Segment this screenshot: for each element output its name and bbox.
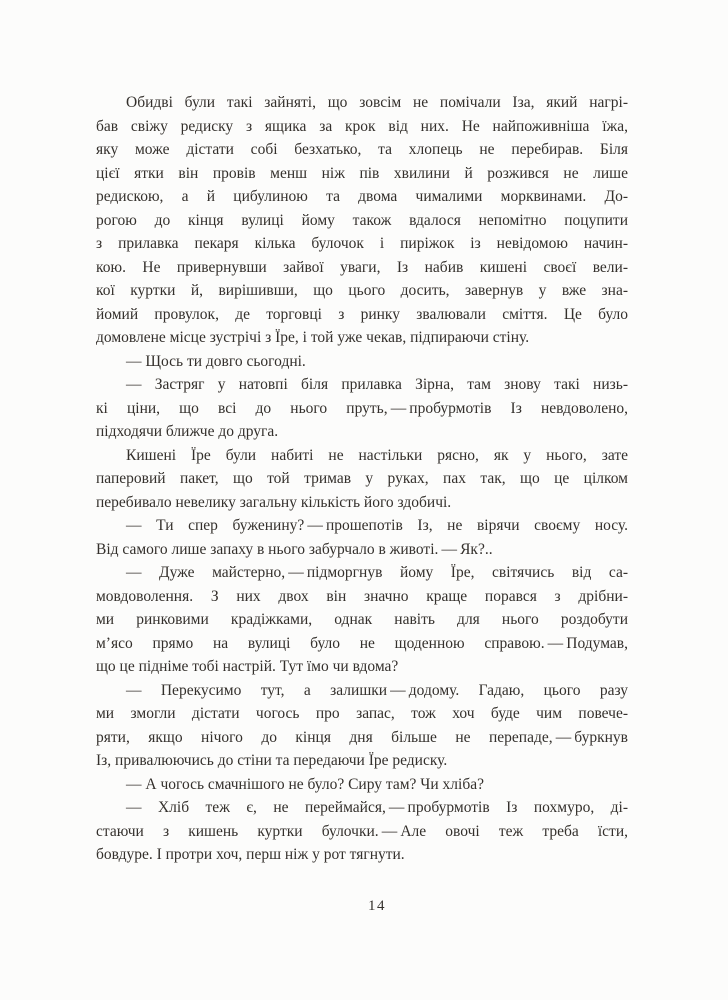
- paragraph: [96, 561, 628, 679]
- text-line: кі ціни, що всі до нього пруть, — пробурмотів Із невдоволено,: [96, 399, 628, 417]
- paragraph: [96, 444, 628, 515]
- text-line: — Застряг у натовпі біля прилавка Зірна, там знову такі низь-: [126, 376, 628, 393]
- paragraph: [96, 514, 628, 561]
- text-line: домовлене місце зустрічі з Їре, і той уже чекав, підпираючи стіну.: [96, 329, 530, 346]
- text-line: цієї ятки він провів менш ніж пів хвилини й розжився не лише: [96, 164, 628, 182]
- text-line: підходячи ближче до друга.: [96, 423, 279, 440]
- text-line: перебивало невелику загальну кількість його здобичі.: [96, 493, 452, 511]
- paragraph: [96, 373, 628, 444]
- text-line: редискою, а й цибулиною та двома чималими морквинами. До-: [96, 188, 628, 205]
- text-line: Із, привалюючись до стіни та передаючи Їре редиску.: [96, 752, 448, 769]
- text-line: Кишені Їре були набиті не настільки рясно, як у нього, зате: [126, 446, 628, 464]
- paragraph: [96, 679, 628, 773]
- paragraph: [96, 796, 628, 867]
- text-line: — Хліб теж є, не переймайся, — пробурмотів Із похмуро, ді-: [126, 799, 628, 816]
- text-line: Від самого лише запаху в нього забурчало в животі. — Як?..: [96, 540, 493, 558]
- text-line: м’ясо прямо на вулиці було не щоденною справою. — Подумав,: [96, 634, 628, 652]
- text-line: рогою до кінця вулиці йому також вдалося непомітно поцупити: [96, 211, 628, 229]
- text-line: паперовий пакет, що той тримав у руках, пах так, що це цілком: [96, 470, 628, 487]
- text-line: — А чогось смачнішого не було? Сиру там? Чи хліба?: [126, 775, 484, 793]
- page-text-block: [96, 91, 628, 867]
- text-line: що це підніме тобі настрій. Тут їмо чи вдома?: [96, 658, 399, 675]
- text-line: — Щось ти довго сьогодні.: [126, 352, 306, 370]
- paragraph: [96, 350, 628, 374]
- text-line: Обидві були такі зайняті, що зовсім не помічали Іза, який нагрі-: [126, 94, 628, 111]
- text-line: з прилавка пекаря кілька булочок і пиріжок із невідомою начин-: [96, 235, 628, 252]
- text-line: мовдоволення. З них двох він значно краще порався з дрібни-: [96, 587, 628, 605]
- text-line: йомий провулок, де торговці з ринку звалювали сміття. Це було: [96, 305, 628, 323]
- text-line: бав свіжу редиску з ящика за крок від них. Не найпоживніша їжа,: [96, 117, 628, 135]
- text-line: кою. Не привернувши зайвої уваги, Із набив кишені своєї вели-: [96, 258, 628, 276]
- text-line: ряти, якщо нічого до кінця дня більше не перепаде, — буркнув: [96, 728, 628, 746]
- text-line: бовдуре. І протри хоч, перш ніж у рот тягнути.: [96, 846, 405, 863]
- text-line: ми ринковими крадіжками, однак навіть для нього роздобути: [96, 611, 628, 628]
- text-line: яку може дістати собі безхатько, та хлопець не перебирав. Біля: [96, 141, 628, 158]
- paragraph: [96, 91, 628, 350]
- text-line: стаючи з кишень куртки булочки. — Але овочі теж треба їсти,: [96, 822, 628, 840]
- page-number: 14: [368, 898, 386, 914]
- text-line: — Дуже майстерно, — підморгнув йому Їре, світячись від са-: [126, 564, 628, 581]
- text-line: — Перекусимо тут, а залишки — додому. Гадаю, цього разу: [126, 681, 628, 699]
- text-line: ми змогли дістати чогось про запас, тож хоч буде чим повече-: [96, 705, 628, 722]
- text-line: кої куртки й, вирішивши, що цього досить, завернув у вже зна-: [96, 282, 628, 299]
- paragraph: [96, 773, 628, 797]
- text-line: — Ти спер буженину? — прошепотів Із, не вірячи своєму носу.: [126, 517, 628, 534]
